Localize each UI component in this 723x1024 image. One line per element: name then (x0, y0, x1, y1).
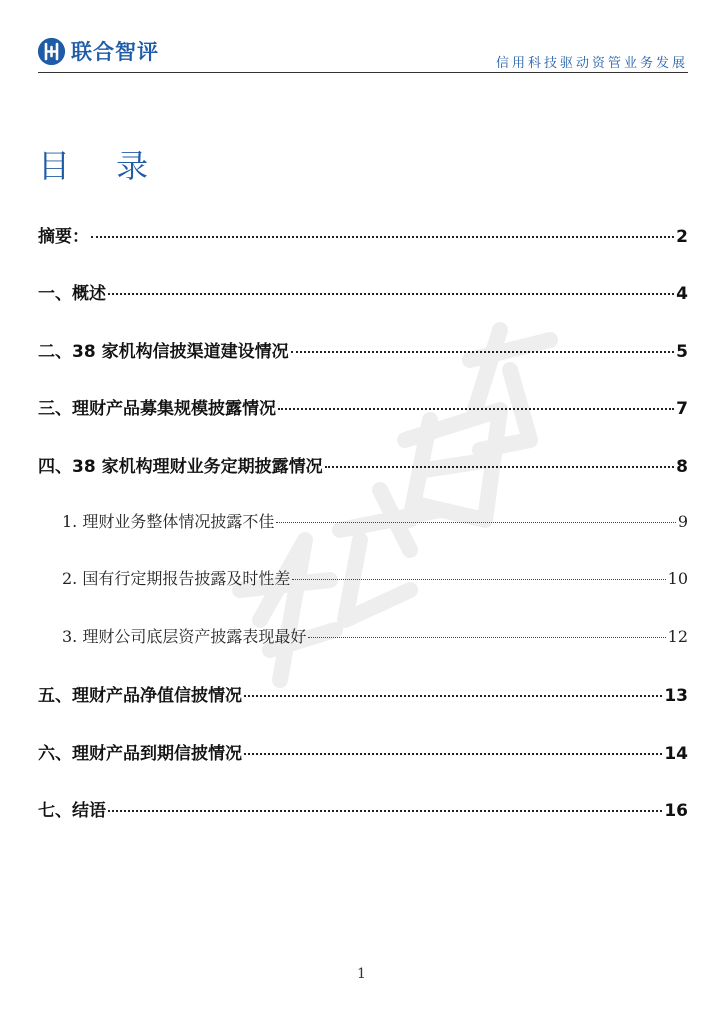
toc-entry-label: 1. 理财业务整体情况披露不佳 (62, 511, 275, 531)
toc-entry-page: 13 (664, 686, 688, 707)
toc-entry-label: 3. 理财公司底层资产披露表现最好 (62, 626, 307, 646)
toc-entry-label: 二、38 家机构信披渠道建设情况 (38, 341, 289, 362)
toc-dot-leader (244, 753, 662, 755)
toc-entry[interactable] (38, 279, 688, 336)
header-divider (38, 72, 688, 73)
toc-entry-page: 14 (664, 743, 688, 764)
toc-entry-page: 9 (677, 511, 688, 531)
toc-dot-leader (308, 637, 665, 638)
toc-entry-label: 摘要： (38, 227, 89, 247)
toc-entry[interactable] (38, 337, 688, 394)
toc-entry-page: 8 (676, 456, 688, 477)
toc-entry[interactable] (38, 739, 688, 796)
toc-entry[interactable] (38, 394, 688, 451)
toc-dot-leader (91, 236, 674, 238)
toc-entry-label: 三、理财产品募集规模披露情况 (38, 399, 276, 420)
toc-dot-leader (291, 351, 675, 353)
brand-logo (38, 36, 159, 66)
toc-entry[interactable] (38, 509, 688, 566)
toc-entry-page: 2 (676, 227, 688, 247)
toc-entry[interactable] (38, 681, 688, 738)
toc-dot-leader (244, 695, 662, 697)
lianhe-logo-icon (38, 38, 65, 65)
toc-entry-label: 七、结语 (38, 800, 106, 821)
toc-entry[interactable] (38, 222, 688, 279)
page-title: 目 录 (38, 147, 167, 186)
toc-entry-page: 12 (667, 626, 688, 646)
toc-entry-label: 四、38 家机构理财业务定期披露情况 (38, 456, 323, 477)
toc-entry-label: 六、理财产品到期信披情况 (38, 743, 242, 764)
toc-dot-leader (292, 579, 665, 580)
toc-entry[interactable] (38, 624, 688, 681)
toc-entry[interactable] (38, 796, 688, 853)
toc-entry-page: 7 (676, 399, 688, 420)
toc-dot-leader (108, 293, 674, 295)
toc-entry[interactable] (38, 452, 688, 509)
toc-dot-leader (278, 408, 674, 410)
table-of-contents (38, 222, 688, 853)
page-number: 1 (357, 966, 366, 982)
toc-entry-label: 2. 国有行定期报告披露及时性差 (62, 569, 291, 589)
toc-entry-page: 10 (667, 569, 688, 589)
toc-entry-label: 五、理财产品净值信披情况 (38, 686, 242, 707)
header-slogan: 信用科技驱动资管业务发展 (495, 56, 688, 71)
logo-text: 联合智评 (71, 40, 159, 64)
toc-entry-page: 16 (664, 800, 688, 821)
toc-entry-page: 5 (676, 341, 688, 362)
toc-dot-leader (276, 522, 675, 523)
toc-dot-leader (108, 810, 662, 812)
toc-entry-page: 4 (676, 284, 688, 305)
toc-dot-leader (325, 466, 675, 468)
toc-entry-label: 一、概述 (38, 284, 106, 305)
page-header (38, 28, 688, 74)
toc-entry[interactable] (38, 566, 688, 623)
